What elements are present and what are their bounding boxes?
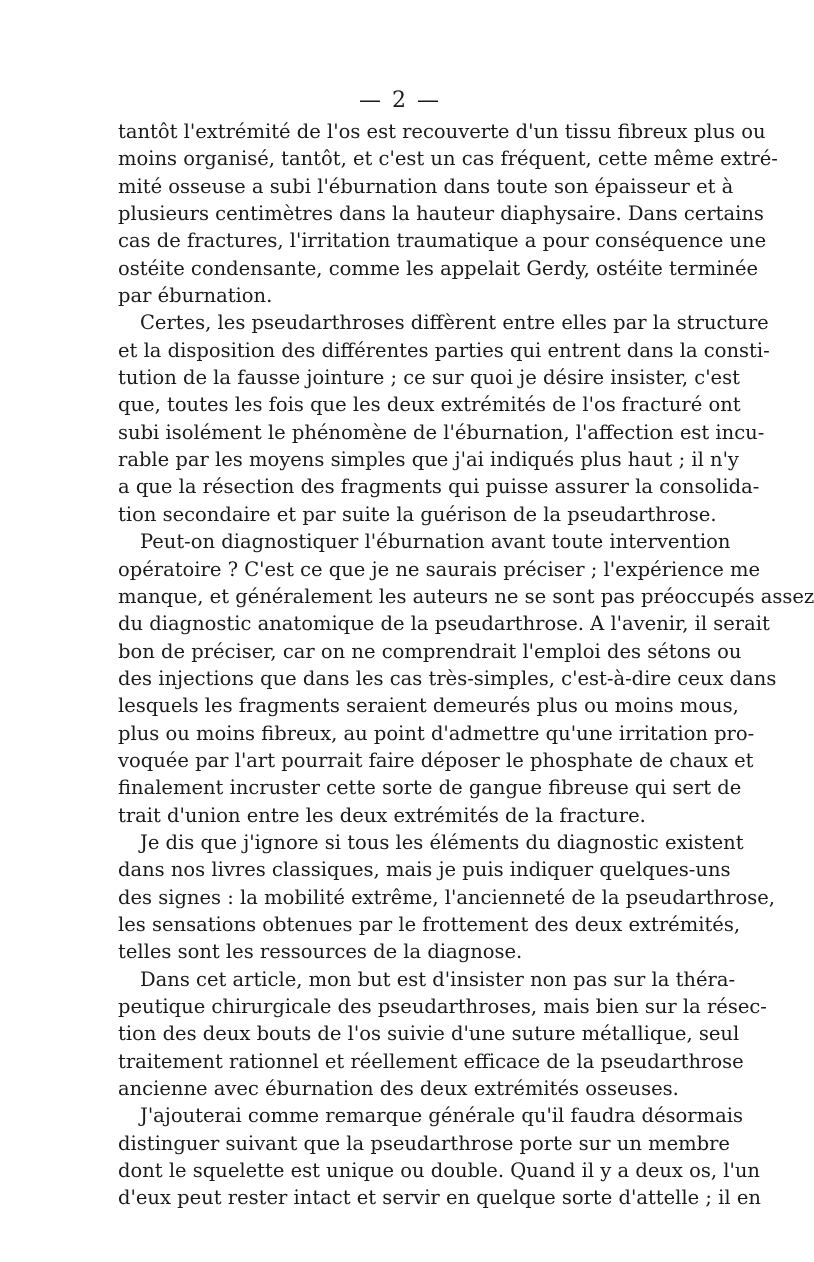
text-line: tantôt l'extrémité de l'os est recouverte d'un tissu fibreux plus ou <box>118 120 766 143</box>
text-line: les sensations obtenues par le frottement des deux extrémités, <box>118 912 741 936</box>
text-line: tion des deux bouts de l'os suivie d'une suture métallique, seul <box>118 1022 740 1046</box>
text-line: dont le squelette est unique ou double. Quand il y a deux os, l'un <box>118 1159 760 1183</box>
text-line: que, toutes les fois que les deux extrémités de l'os fracturé ont <box>118 393 741 417</box>
text-line: plus ou moins fibreux, au point d'admettre qu'une irritation pro- <box>118 721 755 745</box>
text-line: cas de fractures, l'irritation traumatique a pour conséquence une <box>118 229 767 253</box>
paragraph <box>118 966 767 1103</box>
text-line: ancienne avec éburnation des deux extrémités osseuses. <box>118 1077 679 1101</box>
text-line: Certes, les pseudarthroses diffèrent entre elles par la structure <box>140 311 769 335</box>
text-line: Je dis que j'ignore si tous les éléments du diagnostic existent <box>140 830 744 854</box>
text-line: Dans cet article, mon but est d'insister non pas sur la théra- <box>140 967 736 991</box>
text-line: bon de préciser, car on ne comprendrait l'emploi des sétons ou <box>118 639 742 663</box>
text-line: par éburnation. <box>118 284 273 308</box>
paragraph <box>118 118 778 309</box>
text-line: voquée par l'art pourrait faire déposer le phosphate de chaux et <box>118 748 754 772</box>
text-line: subi isolément le phénomène de l'éburnation, l'affection est incu- <box>118 420 765 444</box>
body-text <box>118 118 814 1212</box>
text-line: finalement incruster cette sorte de gangue fibreuse qui sert de <box>118 776 742 800</box>
text-line: peutique chirurgicale des pseudarthroses, mais bien sur la résec- <box>118 995 767 1018</box>
text-line: trait d'union entre les deux extrémités de la fracture. <box>118 803 646 827</box>
text-line: lesquels les fragments seraient demeurés plus ou moins mous, <box>118 694 739 718</box>
paragraph <box>118 1102 761 1211</box>
text-line: moins organisé, tantôt, et c'est un cas fréquent, cette même extré- <box>118 147 778 171</box>
text-line: rable par les moyens simples que j'ai indiqués plus haut ; il n'y <box>118 448 739 472</box>
text-line: ostéite condensante, comme les appelait Gerdy, ostéite terminée <box>118 256 759 280</box>
text-line: tion secondaire et par suite la guérison de la pseudarthrose. <box>118 502 717 526</box>
paragraph <box>118 309 770 528</box>
text-line: a que la résection des fragments qui puisse assurer la consolida- <box>118 475 760 499</box>
text-line: du diagnostic anatomique de la pseudarthrose. A l'avenir, il serait <box>118 612 770 636</box>
text-line: d'eux peut rester intact et servir en quelque sorte d'attelle ; il en <box>118 1186 761 1210</box>
text-line: plusieurs centimètres dans la hauteur diaphysaire. Dans certains <box>118 202 764 226</box>
text-line: manque, et généralement les auteurs ne se sont pas préoccupés assez <box>118 584 814 608</box>
text-line: tution de la fausse jointure ; ce sur quoi je désire insister, c'est <box>118 366 740 390</box>
text-line: traitement rationnel et réellement efficace de la pseudarthrose <box>118 1049 744 1073</box>
text-line: des injections que dans les cas très-simples, c'est-à-dire ceux dans <box>118 666 777 690</box>
text-line: opératoire ? C'est ce que je ne saurais préciser ; l'expérience me <box>118 557 761 581</box>
text-line: mité osseuse a subi l'éburnation dans toute son épaisseur et à <box>118 174 734 198</box>
text-line: et la disposition des différentes parties qui entrent dans la consti- <box>118 338 770 362</box>
page-number: — 2 — <box>359 88 441 113</box>
text-line: distinguer suivant que la pseudarthrose porte sur un membre <box>118 1131 730 1155</box>
text-line: telles sont les ressources de la diagnose. <box>118 940 523 964</box>
paragraph <box>118 829 775 966</box>
text-line: Peut-on diagnostiquer l'éburnation avant toute intervention <box>140 530 731 554</box>
text-line: J'ajouterai comme remarque générale qu'il faudra désormais <box>140 1104 743 1128</box>
paragraph <box>118 528 814 829</box>
text-line: dans nos livres classiques, mais je puis indiquer quelques-uns <box>118 858 731 882</box>
text-line: des signes : la mobilité extrême, l'ancienneté de la pseudarthrose, <box>118 885 775 909</box>
